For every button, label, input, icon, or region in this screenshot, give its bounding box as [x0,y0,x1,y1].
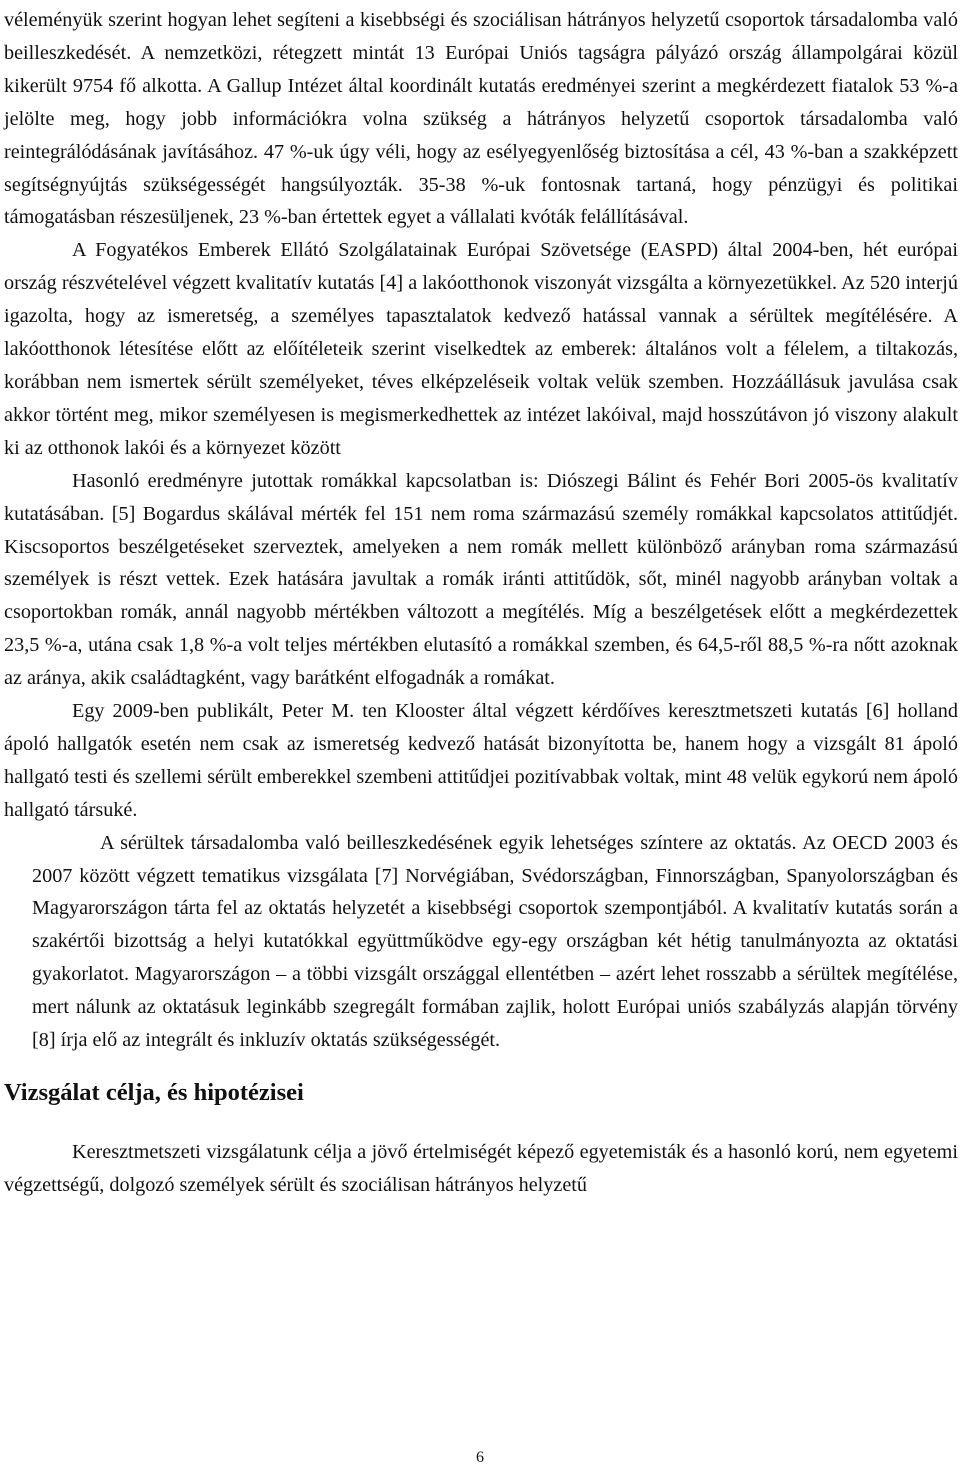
paragraph-roma: Hasonló eredményre jutottak romákkal kapcsolatban is: Diószegi Bálint és Fehér Bori 2005-ös kvalitatív kutatásában. [5] Bogardus skálával mérték fel 151 nem roma származású személy romákkal kapcsolatos attitűdjét. Kiscsoportos beszélgetéseket szerveztek, amelyeken a nem romák mellett különböző arányban roma származású személyek is részt vettek. Ezek hatására javultak a romák iránti attitűdök, sőt, minél nagyobb arányban voltak a csoportokban romák, annál nagyobb mértékben változott a megítélés. Míg a beszélgetések előtt a megkérdezettek 23,5 %-a, utána csak 1,8 %-a volt teljes mértékben elutasító a romákkal szemben, és 64,5-ről 88,5 %-ra nőtt azoknak az aránya, akik családtagként, vagy barátként elfogadnák a romákat. [4,469,958,690]
paragraph-intro: véleményük szerint hogyan lehet segíteni a kisebbségi és szociálisan hátrányos helyzetű csoportok társadalomba való beilleszkedését. A nemzetközi, rétegzett mintát 13 Európai Uniós tagságra pályázó ország állampolgárai közül kikerült 9754 fő alkotta. A Gallup Intézet által koordinált kutatás eredményei szerint a megkérdezett fiatalok 53 %-a jelölte meg, hogy jobb információkra volna szükség a hátrányos helyzetű csoportok társadalomba való reintegrálódásának javításához. 47 %-uk úgy véli, hogy az esélyegyenlőség biztosítása a cél, 43 %-ban a szakképzett segítségnyújtás szükségességét hangsúlyozták. 35-38 %-uk fontosnak tartaná, hogy pénzügyi és politikai támogatásban részesüljenek, 23 %-ban értettek egyet a vállalati kvóták felállításával. [4,9,958,229]
document-page [4,4,958,1202]
section-heading: Vizsgálat célja, és hipotézisei [4,1079,304,1106]
spacer [4,1057,958,1077]
paragraph-goal: Keresztmetszeti vizsgálatunk célja a jövő értelmiségét képező egyetemisták és a hasonló korú, nem egyetemi végzettségű, dolgozó személyek sérült és szociálisan hátrányos helyzetű [4,1141,958,1196]
page-number: 6 [476,1449,484,1466]
spacer [4,1109,958,1136]
paragraph-oecd: A sérültek társadalomba való beilleszkedésének egyik lehetséges színtere az oktatás. Az OECD 2003 és 2007 között végzett tematikus vizsgálata [7] Norvégiában, Svédországban, Finnországban, Spanyolországban és Magyarországon tárta fel az oktatás helyzetét a kisebbségi csoportok szempontjából. A kvalitatív kutatás során a szakértői bizottság a helyi kutatókkal együttműködve egy-egy országban két hétig tanulmányozta az oktatási gyakorlatot. Magyarországon – a többi vizsgált országgal ellentétben – azért lehet rosszabb a sérültek megítélése, mert nálunk az oktatásuk leginkább szegregált formában zajlik, holott Európai uniós szabályzás alapján törvény [8] írja elő az integrált és inkluzív oktatás szükségességét. [32,831,958,1052]
paragraph-easpd: A Fogyatékos Emberek Ellátó Szolgálatainak Európai Szövetsége (EASPD) által 2004-ben, hét európai ország részvételével végzett kvalitatív kutatás [4] a lakóotthonok viszonyát vizsgálta a környezetükkel. Az 520 interjú igazolta, hogy az ismeretség, a személyes tapasztalatok kedvező hatással vannak a sérültek megítélésére. A lakóotthonok létesítése előtt az előítéleteik szerint viselkedtek az emberek: általános volt a félelem, a tiltakozás, korábban nem ismertek sérült személyeket, téves elképzeléseik voltak velük szemben. Hozzáállásuk javulása csak akkor történt meg, mikor személyesen is megismerkedhettek az intézet lakóival, majd hosszútávon jó viszony alakult ki az otthonok lakói és a környezet között [4,239,958,459]
oecd-block [32,827,958,1057]
paragraph-klooster: Egy 2009-ben publikált, Peter M. ten Klooster által végzett kérdőíves keresztmetszeti kutatás [6] holland ápoló hallgatók esetén nem csak az ismeretség kedvező hatását bizonyította be, hanem hogy a vizsgált 81 ápoló hallgató testi és szellemi sérült emberekkel szembeni attitűdjei pozitívabbak voltak, mint 48 velük egykorú nem ápoló hallgató társuké. [4,700,958,821]
